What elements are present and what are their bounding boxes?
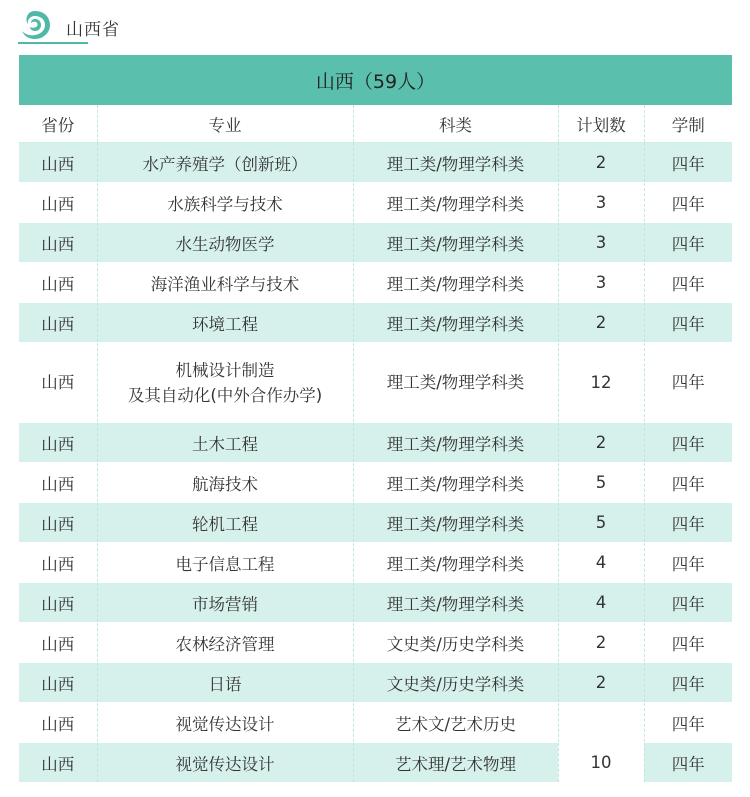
- cell-major: 轮机工程: [97, 503, 353, 543]
- column-header-category: 科类: [353, 105, 558, 143]
- cell-years: 四年: [644, 623, 732, 663]
- cell-category: 文史类/历史学科类: [353, 623, 558, 663]
- cell-province: 山西: [19, 663, 97, 703]
- column-header-major: 专业: [97, 105, 353, 143]
- cell-plan: 10: [590, 753, 612, 772]
- column-header-plan: 计划数: [558, 105, 644, 143]
- cell-years: 四年: [644, 183, 732, 223]
- cell-province: 山西: [19, 143, 97, 183]
- cell-plan: 4: [558, 583, 644, 623]
- cell-years: 四年: [644, 503, 732, 543]
- cell-major-line: 及其自动化(中外合作办学): [127, 385, 323, 405]
- cell-plan: 3: [558, 223, 644, 263]
- table-row: [19, 463, 732, 503]
- cell-province: 山西: [19, 263, 97, 303]
- cell-major: 水生动物医学: [97, 223, 353, 263]
- cell-province: 山西: [19, 583, 97, 623]
- cell-province: 山西: [19, 463, 97, 503]
- table-row: [19, 543, 732, 583]
- cell-years: 四年: [644, 223, 732, 263]
- cell-category: 理工类/物理学科类: [353, 343, 558, 423]
- table-title: 山西（59人）: [19, 55, 732, 105]
- cell-province: 山西: [19, 343, 97, 423]
- cell-years: 四年: [644, 543, 732, 583]
- table-row: [19, 343, 732, 423]
- cell-plan: 12: [558, 343, 644, 423]
- cell-years: 四年: [644, 463, 732, 503]
- cell-category: 理工类/物理学科类: [353, 463, 558, 503]
- table-header-row: [19, 105, 732, 143]
- table-row: [19, 623, 732, 663]
- cell-category: 理工类/物理学科类: [353, 183, 558, 223]
- cell-major: 水族科学与技术: [97, 183, 353, 223]
- cell-years: 四年: [644, 423, 732, 463]
- cell-years: 四年: [644, 343, 732, 423]
- cell-major: 视觉传达设计: [97, 703, 353, 743]
- cell-province: 山西: [19, 303, 97, 343]
- cell-province: 山西: [19, 423, 97, 463]
- cell-plan: 5: [558, 463, 644, 503]
- table-row: [19, 223, 732, 263]
- cell-plan: 4: [558, 543, 644, 583]
- cell-category: 理工类/物理学科类: [353, 223, 558, 263]
- cell-plan: 5: [558, 503, 644, 543]
- table-row: [19, 503, 732, 543]
- cell-province: 山西: [19, 743, 97, 783]
- table-row: [19, 143, 732, 183]
- cell-plan: 2: [558, 423, 644, 463]
- cell-province: 山西: [19, 183, 97, 223]
- table-row: [19, 583, 732, 623]
- column-header-years: 学制: [644, 105, 732, 143]
- cell-category: 理工类/物理学科类: [353, 583, 558, 623]
- title-underline: [18, 42, 88, 44]
- cell-major: 环境工程: [97, 303, 353, 343]
- cell-major-line: 机械设计制造: [175, 360, 275, 380]
- cell-province: 山西: [19, 503, 97, 543]
- cell-category: 理工类/物理学科类: [353, 503, 558, 543]
- wave-logo-icon: [18, 8, 52, 42]
- cell-category: 艺术文/艺术历史: [353, 703, 558, 743]
- column-header-province: 省份: [19, 105, 97, 143]
- cell-category: 理工类/物理学科类: [353, 143, 558, 183]
- cell-plan-merged: [558, 703, 644, 783]
- cell-plan: 2: [558, 303, 644, 343]
- cell-major: 电子信息工程: [97, 543, 353, 583]
- cell-category: 理工类/物理学科类: [353, 263, 558, 303]
- cell-plan: 2: [558, 623, 644, 663]
- cell-major: [97, 343, 353, 423]
- table-row: [19, 663, 732, 703]
- cell-category: 艺术理/艺术物理: [353, 743, 558, 783]
- cell-category: 理工类/物理学科类: [353, 423, 558, 463]
- cell-years: 四年: [644, 303, 732, 343]
- cell-major: 日语: [97, 663, 353, 703]
- cell-major: 航海技术: [97, 463, 353, 503]
- cell-major: 视觉传达设计: [97, 743, 353, 783]
- cell-years: 四年: [644, 263, 732, 303]
- cell-category: 理工类/物理学科类: [353, 303, 558, 343]
- enrollment-table: [19, 55, 732, 783]
- table-row: [19, 303, 732, 343]
- table-row: [19, 263, 732, 303]
- cell-province: 山西: [19, 543, 97, 583]
- cell-major: 水产养殖学（创新班）: [97, 143, 353, 183]
- cell-plan: 3: [558, 263, 644, 303]
- cell-years: 四年: [644, 143, 732, 183]
- cell-years: 四年: [644, 663, 732, 703]
- section-title: 山西省: [66, 20, 120, 40]
- cell-province: 山西: [19, 223, 97, 263]
- cell-province: 山西: [19, 623, 97, 663]
- cell-plan: 2: [558, 143, 644, 183]
- cell-major: 市场营销: [97, 583, 353, 623]
- section-header: [18, 6, 318, 46]
- cell-province: 山西: [19, 703, 97, 743]
- cell-major: 海洋渔业科学与技术: [97, 263, 353, 303]
- cell-major: 土木工程: [97, 423, 353, 463]
- table-row: [19, 703, 732, 743]
- table-row: [19, 183, 732, 223]
- cell-category: 理工类/物理学科类: [353, 543, 558, 583]
- cell-category: 文史类/历史学科类: [353, 663, 558, 703]
- cell-plan: 3: [558, 183, 644, 223]
- cell-major: 农林经济管理: [97, 623, 353, 663]
- table-row: [19, 423, 732, 463]
- cell-plan: 2: [558, 663, 644, 703]
- cell-years: 四年: [644, 703, 732, 743]
- cell-years: 四年: [644, 583, 732, 623]
- cell-years: 四年: [644, 743, 732, 783]
